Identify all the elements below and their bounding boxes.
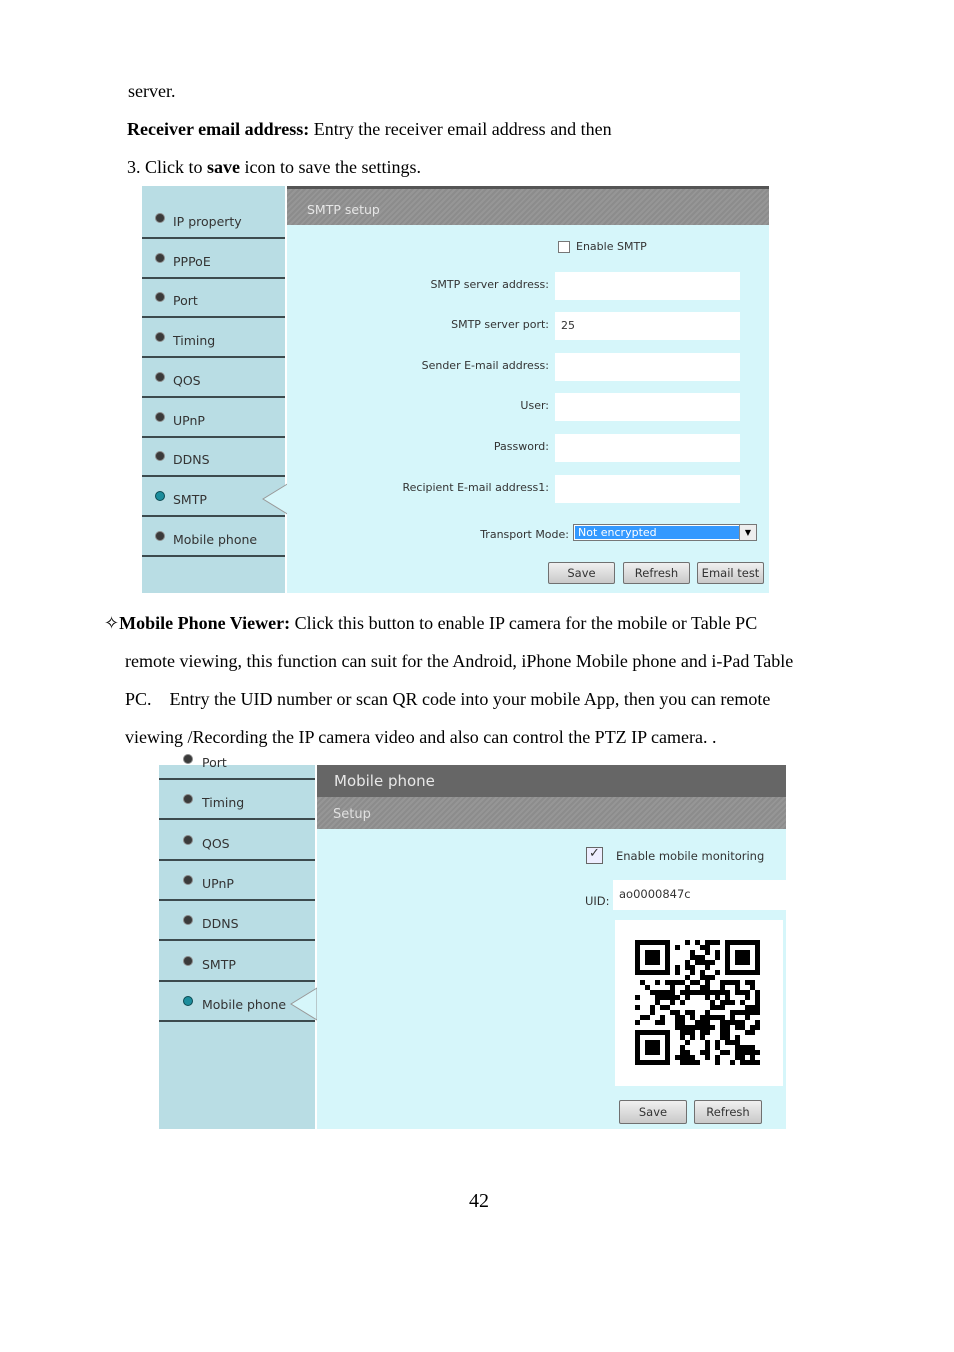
receiver-email-desc: Entry the receiver email address and then bbox=[309, 119, 612, 139]
sidebar-item-smtp[interactable] bbox=[159, 942, 315, 982]
bullet-dot-icon bbox=[155, 531, 165, 541]
transport-mode-label: Transport Mode: bbox=[480, 528, 569, 541]
step3-rest: icon to save the settings. bbox=[240, 157, 421, 177]
smtp-header-title: SMTP setup bbox=[307, 202, 380, 217]
smtp-field-label: Recipient E-mail address1: bbox=[402, 481, 549, 494]
enable-mobile-label: Enable mobile monitoring bbox=[616, 849, 765, 863]
sidebar-item-label: Timing bbox=[202, 795, 245, 811]
sidebar-item-label: SMTP bbox=[173, 491, 207, 507]
transport-mode-select[interactable] bbox=[573, 524, 757, 541]
text-p4: viewing /Recording the IP camera video and also can control the PTZ IP camera. . bbox=[125, 727, 717, 747]
smtp-field-label: User: bbox=[520, 399, 549, 412]
uid-label: UID: bbox=[585, 894, 610, 908]
smtp-field-input[interactable] bbox=[555, 475, 740, 503]
smtp-field-label: SMTP server address: bbox=[430, 278, 549, 291]
sidebar-item-smtp[interactable] bbox=[142, 477, 285, 517]
sidebar-item-label: UPnP bbox=[173, 412, 205, 428]
smtp-field-input[interactable] bbox=[555, 272, 740, 300]
sidebar-item-label: UPnP bbox=[202, 875, 234, 891]
smtp-field-label: Password: bbox=[493, 440, 549, 453]
sidebar-item-qos[interactable] bbox=[142, 358, 285, 398]
text-receiver-email bbox=[127, 118, 612, 140]
text-p2: remote viewing, this function can suit for the Android, iPhone Mobile phone and i-Pad Table bbox=[125, 651, 794, 671]
active-arrow-icon bbox=[261, 483, 287, 513]
bullet-dot-icon bbox=[183, 835, 193, 845]
sidebar-item-label: Port bbox=[173, 293, 198, 309]
mobile-refresh-button[interactable]: Refresh bbox=[694, 1100, 762, 1124]
sidebar-item-port[interactable] bbox=[159, 740, 315, 780]
text-server: server. bbox=[128, 81, 176, 101]
mobile-main bbox=[317, 765, 786, 1129]
sidebar-item-label: Timing bbox=[173, 333, 216, 349]
sidebar-item-timing[interactable] bbox=[159, 780, 315, 820]
smtp-refresh-button[interactable]: Refresh bbox=[623, 562, 690, 584]
bullet-dot-icon bbox=[183, 996, 193, 1006]
mobile-header bbox=[317, 765, 786, 797]
mobile-subheader bbox=[317, 797, 786, 829]
sidebar-item-mobile-phone[interactable] bbox=[159, 982, 315, 1022]
sidebar-item-label: DDNS bbox=[202, 916, 239, 932]
bullet-dot-icon bbox=[155, 372, 165, 382]
sidebar-item-label: Port bbox=[202, 755, 227, 770]
bullet-dot-icon bbox=[155, 412, 165, 422]
sidebar-item-label: DDNS bbox=[173, 452, 210, 468]
sidebar-item-upnp[interactable] bbox=[142, 398, 285, 438]
bullet-icon: ✧ bbox=[104, 613, 120, 633]
mobile-sidebar bbox=[159, 755, 315, 1129]
sidebar-item-qos[interactable] bbox=[159, 821, 315, 861]
sidebar-item-label: Mobile phone bbox=[173, 531, 258, 547]
sidebar-item-label: QOS bbox=[202, 835, 230, 851]
sidebar-item-ddns[interactable] bbox=[142, 437, 285, 477]
sidebar-item-label: Mobile phone bbox=[202, 996, 287, 1012]
bullet-dot-icon bbox=[183, 875, 193, 885]
bullet-dot-icon bbox=[183, 754, 193, 764]
smtp-main bbox=[287, 186, 769, 593]
smtp-field-input[interactable] bbox=[555, 353, 740, 381]
smtp-sidebar bbox=[142, 186, 285, 593]
text-mobile-viewer bbox=[104, 612, 757, 634]
uid-field[interactable]: ao0000847c bbox=[613, 880, 787, 910]
sidebar-item-upnp[interactable] bbox=[159, 861, 315, 901]
text-p3: PC. Entry the UID number or scan QR code into your mobile App, then you can remote bbox=[125, 689, 771, 709]
enable-smtp-label: Enable SMTP bbox=[576, 240, 647, 253]
smtp-header bbox=[287, 186, 769, 225]
smtp-field-input[interactable] bbox=[555, 393, 740, 421]
receiver-email-label: Receiver email address: bbox=[127, 119, 310, 139]
page-number: 42 bbox=[469, 1190, 489, 1212]
sidebar-item-timing[interactable] bbox=[142, 318, 285, 358]
sidebar-item-label: IP property bbox=[173, 214, 242, 229]
mobile-save-button[interactable]: Save bbox=[619, 1100, 687, 1124]
bullet-dot-icon bbox=[155, 292, 165, 302]
sidebar-item-pppoe[interactable] bbox=[142, 239, 285, 279]
smtp-field-label: SMTP server port: bbox=[451, 318, 549, 331]
qr-code-icon bbox=[615, 920, 783, 1086]
sidebar-item-label: QOS bbox=[173, 372, 201, 388]
mobile-viewer-label: Mobile Phone Viewer: bbox=[119, 613, 291, 633]
smtp-field-input[interactable]: 25 bbox=[555, 312, 740, 340]
mobile-viewer-desc: Click this button to enable IP camera for the mobile or Table PC bbox=[290, 613, 758, 633]
enable-smtp-checkbox[interactable] bbox=[558, 241, 570, 253]
smtp-screenshot bbox=[142, 186, 769, 593]
mobile-subheader-title: Setup bbox=[333, 807, 371, 822]
transport-mode-value: Not encrypted bbox=[575, 526, 739, 539]
checkmark-icon: ✓ bbox=[589, 846, 600, 861]
email-test-button[interactable]: Email test bbox=[697, 562, 764, 584]
text-step-3 bbox=[127, 156, 421, 178]
bullet-dot-icon bbox=[183, 915, 193, 925]
mobile-screenshot bbox=[159, 755, 786, 1129]
bullet-dot-icon bbox=[183, 794, 193, 804]
bullet-dot-icon bbox=[155, 491, 165, 501]
bullet-dot-icon bbox=[183, 956, 193, 966]
smtp-save-button[interactable]: Save bbox=[548, 562, 615, 584]
step3-a: 3. Click to bbox=[127, 157, 207, 177]
smtp-field-input[interactable] bbox=[555, 434, 740, 462]
enable-mobile-checkbox[interactable] bbox=[586, 847, 603, 864]
bullet-dot-icon bbox=[155, 332, 165, 342]
active-arrow-icon bbox=[289, 988, 317, 1020]
bullet-dot-icon bbox=[155, 213, 165, 223]
sidebar-item-ddns[interactable] bbox=[159, 901, 315, 941]
chevron-down-icon[interactable]: ▼ bbox=[739, 525, 756, 540]
sidebar-item-ip-property[interactable] bbox=[142, 199, 285, 239]
bullet-dot-icon bbox=[155, 451, 165, 461]
sidebar-item-port[interactable] bbox=[142, 278, 285, 318]
sidebar-item-label: SMTP bbox=[202, 956, 236, 972]
mobile-header-title: Mobile phone bbox=[334, 772, 435, 790]
sidebar-item-mobile-phone[interactable] bbox=[142, 517, 285, 557]
sidebar-item-label: PPPoE bbox=[173, 253, 211, 269]
bullet-dot-icon bbox=[155, 253, 165, 263]
smtp-field-label: Sender E-mail address: bbox=[421, 359, 549, 372]
step3-save: save bbox=[207, 157, 240, 177]
